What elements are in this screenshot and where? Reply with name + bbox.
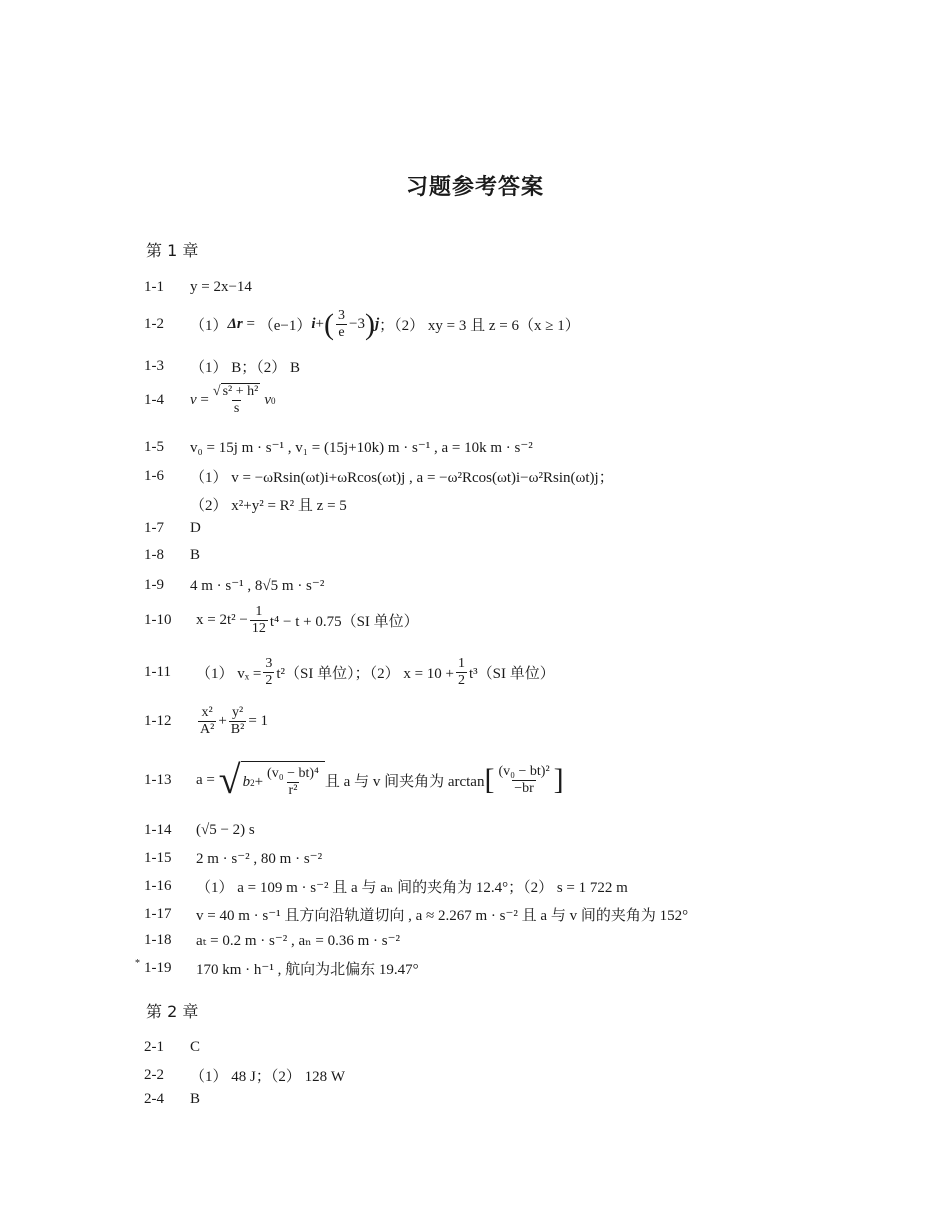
answer-row	[144, 876, 628, 897]
item-number: 1-12	[144, 713, 172, 729]
chapter-heading-2: 第 2 章	[146, 1002, 199, 1021]
answer-row	[144, 656, 555, 689]
answer-text: t⁴ − t + 0.75（SI 单位）	[269, 614, 419, 630]
delta-r: Δr	[227, 316, 243, 332]
item-number: 1-10	[144, 612, 172, 628]
answer-row	[144, 520, 201, 537]
fraction	[229, 705, 247, 738]
answer-text: （1） B；（2） B	[190, 360, 301, 376]
fraction	[211, 384, 262, 417]
paren-open: (	[324, 307, 334, 341]
answer-text: （1） vₓ =	[196, 666, 262, 682]
answer-text: 2 m · s⁻² , 80 m · s⁻²	[196, 851, 323, 867]
answer-row	[144, 279, 252, 296]
answer-text: = 1	[248, 713, 269, 729]
answer-text: （e−1）	[258, 318, 312, 334]
fraction	[263, 656, 274, 689]
answer-text: ；（2） xy = 3 且 z = 6（x ≥ 1）	[379, 318, 580, 334]
answer-text: v = 40 m · s⁻¹ 且方向沿轨道切向 , a ≈ 2.267 m · s⁻² 且 a 与 v 间的夹角为 152°	[196, 908, 689, 924]
answer-row	[144, 604, 419, 637]
answer-row	[144, 1091, 200, 1108]
answer-row	[144, 1039, 200, 1056]
numerator: x²	[201, 705, 213, 720]
answer-row	[144, 757, 564, 802]
denominator: r²	[288, 783, 298, 798]
answer-text: 4 m · s⁻¹ , 8√5 m · s⁻²	[190, 578, 325, 594]
answer-text: aₜ = 0.2 m · s⁻² , aₙ = 0.36 m · s⁻²	[196, 933, 401, 949]
item-number: 1-19	[144, 960, 172, 976]
denominator: −br	[514, 780, 534, 796]
answer-text: a =	[196, 771, 215, 788]
answer-text: 170 km · h⁻¹ , 航向为北偏东 19.47°	[196, 962, 419, 978]
numerator: y²	[231, 705, 244, 720]
answer-text: x = 2t² −	[196, 612, 248, 628]
answer-text: t³（SI 单位）	[468, 666, 555, 682]
item-number: 1-7	[144, 520, 164, 536]
answer-text: B	[190, 547, 201, 563]
item-number: 1-2	[144, 316, 164, 332]
item-number: 1-8	[144, 547, 164, 563]
denominator: s	[233, 401, 240, 416]
answer-row	[144, 705, 268, 738]
answer-row	[144, 438, 533, 457]
numerator: (v₀ − bt)²	[498, 763, 550, 779]
answer-text: （1） 48 J；（2） 128 W	[190, 1069, 345, 1085]
denominator: B²	[230, 722, 245, 737]
answer-row	[144, 1065, 345, 1086]
answer-formula	[196, 604, 419, 637]
chapter-heading-1: 第 1 章	[146, 241, 199, 260]
sqrt-sign: √	[218, 757, 241, 802]
answer-formula: $\frac{\text{x²}}{\text{A²}}$ + $\frac{\text{y²}}{\text{B²}}$ = 1	[200, 705, 269, 737]
page-title: 习题参考答案	[405, 175, 544, 200]
item-number: 2-1	[144, 1039, 164, 1055]
item-number: 1-1	[144, 279, 164, 295]
answer-row	[144, 931, 400, 950]
item-number: 1-6	[144, 468, 164, 484]
numerator: 1	[255, 604, 263, 619]
denominator: 2	[265, 673, 273, 688]
answer-row	[144, 904, 688, 925]
item-number: 1-14	[144, 822, 172, 838]
item-number: 1-3	[144, 358, 164, 374]
numerator: 3	[265, 656, 273, 671]
answer-text: C	[190, 1039, 201, 1055]
item-number: 1-17	[144, 906, 172, 922]
answer-text: v₀ = 15j m · s⁻¹ , v₁ = (15j+10k) m · s⁻¹ , a = 10k m · s⁻²	[190, 440, 533, 456]
item-number: 2-4	[144, 1091, 164, 1107]
answer-text: 且 a 与 v 间夹角为 arctan	[324, 773, 485, 790]
denominator: e	[338, 325, 345, 340]
bracket-open: [	[484, 763, 495, 796]
answer-row	[144, 356, 300, 377]
paren-close: )	[364, 307, 375, 341]
item-number: 1-15	[144, 850, 172, 866]
fraction	[496, 764, 551, 797]
fraction	[265, 766, 321, 799]
bracket-close: ]	[553, 763, 564, 796]
answer-formula: v = $\frac{\text{√ s² + h²}}{s}$ v 0	[190, 384, 276, 416]
answer-formula	[196, 656, 555, 689]
item-number: 1-9	[144, 577, 164, 593]
numerator: √ s² + h²	[212, 384, 259, 399]
optional-marker: *	[135, 958, 140, 969]
denominator: 2	[457, 673, 465, 688]
item-number: 1-13	[144, 771, 172, 788]
item-number: 1-16	[144, 878, 172, 894]
answer-text: t²（SI 单位）；（2） x = 10 +	[276, 666, 454, 682]
answer-text: D	[190, 520, 201, 536]
fraction	[250, 604, 268, 637]
numerator: 3	[338, 308, 345, 323]
item-number: 1-5	[144, 439, 164, 455]
answer-text: （2） x²+y² = R² 且 z = 5	[190, 498, 347, 514]
numerator: (v₀ − bt)⁴	[267, 766, 319, 781]
answer-row	[144, 822, 255, 839]
answer-text: y = 2x−14	[190, 279, 252, 295]
answer-row	[144, 576, 324, 595]
numerator: 1	[457, 656, 465, 671]
fraction	[336, 308, 347, 341]
answer-row	[144, 849, 322, 868]
answer-row	[144, 308, 580, 341]
sqrt-body: b 2 + $\frac{\text{(v₀ − bt)⁴}}{\text{r²}}$	[241, 761, 325, 799]
answer-row	[144, 384, 276, 417]
item-number: 1-18	[144, 932, 172, 948]
answer-row-continued	[190, 494, 347, 515]
answer-text: (√5 − 2) s	[196, 822, 255, 838]
answer-text: B	[190, 1091, 201, 1107]
denominator: A²	[200, 722, 215, 737]
answer-row	[144, 958, 419, 979]
fraction	[198, 705, 216, 738]
unit-vector-j: j	[374, 316, 380, 332]
denominator: 12	[251, 621, 266, 636]
unit-vector-i: i	[311, 316, 316, 332]
answer-text: （1）	[190, 318, 228, 334]
item-number: 1-4	[144, 392, 164, 408]
answer-text: （1） a = 109 m · s⁻² 且 a 与 aₙ 间的夹角为 12.4°；（2） s = 1 722 m	[196, 880, 628, 896]
fraction	[456, 656, 467, 689]
answer-text: （1） v = −ωRsin(ωt)i+ωRcos(ωt)j , a = −ω²Rcos(ωt)i−ω²Rsin(ωt)j；	[190, 470, 614, 486]
answer-formula: （1） Δr = （e−1） i + ( $\frac{3}{e}$ −3 ) j ；（2） xy = 3 且 z = 6（x ≥ 1）	[190, 307, 580, 341]
answer-row	[144, 547, 200, 564]
answer-formula	[196, 757, 564, 802]
item-number: 2-2	[144, 1067, 164, 1083]
answer-row	[144, 466, 614, 487]
item-number: 1-11	[144, 664, 171, 680]
